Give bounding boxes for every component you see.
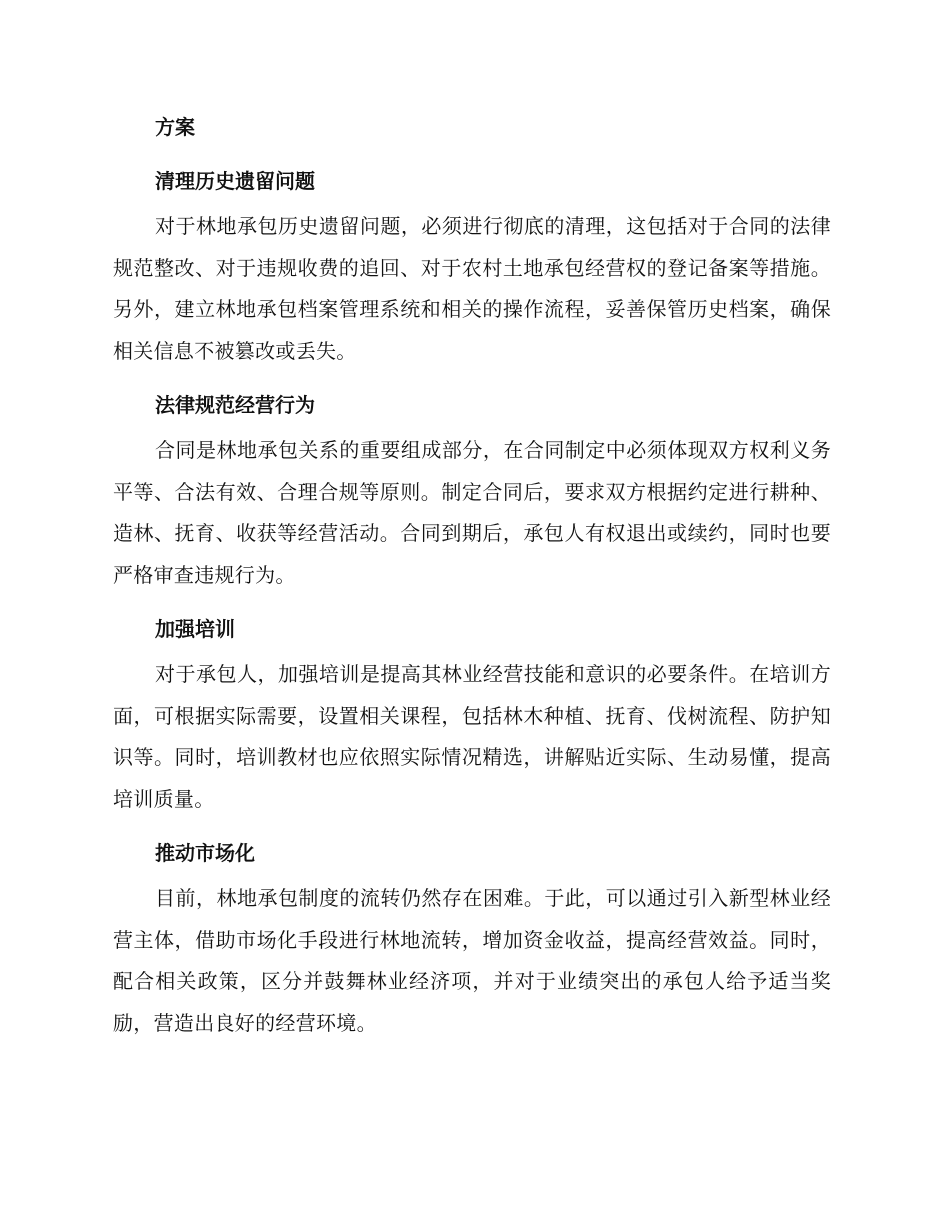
section-heading-market: 推动市场化 — [155, 841, 255, 865]
section-body-market: 目前，林地承包制度的流转仍然存在困难。于此，可以通过引入新型林业经营主体，借助市场化手段进行林地流转，增加资金收益，提高经营效益。同时，配合相关政策，区分并鼓舞林业经济项，并对于业绩突出的承包人给予适当奖励，营造出良好的经营环境。 — [113, 886, 831, 1035]
section-heading-legal: 法律规范经营行为 — [155, 393, 315, 417]
section-body-legal: 合同是林地承包关系的重要组成部分，在合同制定中必须体现双方权利义务平等、合法有效、合理合规等原则。制定合同后，要求双方根据约定进行耕种、造林、抚育、收获等经营活动。合同到期后，承包人有权退出或续约，同时也要严格审查违规行为。 — [113, 438, 831, 587]
section-body-training: 对于承包人，加强培训是提高其林业经营技能和意识的必要条件。在培训方面，可根据实际需要，设置相关课程，包括林木种植、抚育、伐树流程、防护知识等。同时，培训教材也应依照实际情况精选，讲解贴近实际、生动易懂，提高培训质量。 — [113, 662, 831, 811]
section-heading-training: 加强培训 — [155, 617, 235, 641]
document-title: 方案 — [155, 115, 195, 139]
document-content — [113, 108, 831, 1058]
section-heading-cleanup: 清理历史遗留问题 — [155, 169, 315, 193]
section-body-cleanup: 对于林地承包历史遗留问题，必须进行彻底的清理，这包括对于合同的法律规范整改、对于违规收费的追回、对于农村土地承包经营权的登记备案等措施。另外，建立林地承包档案管理系统和相关的操作流程，妥善保管历史档案，确保相关信息不被篡改或丢失。 — [113, 214, 831, 363]
